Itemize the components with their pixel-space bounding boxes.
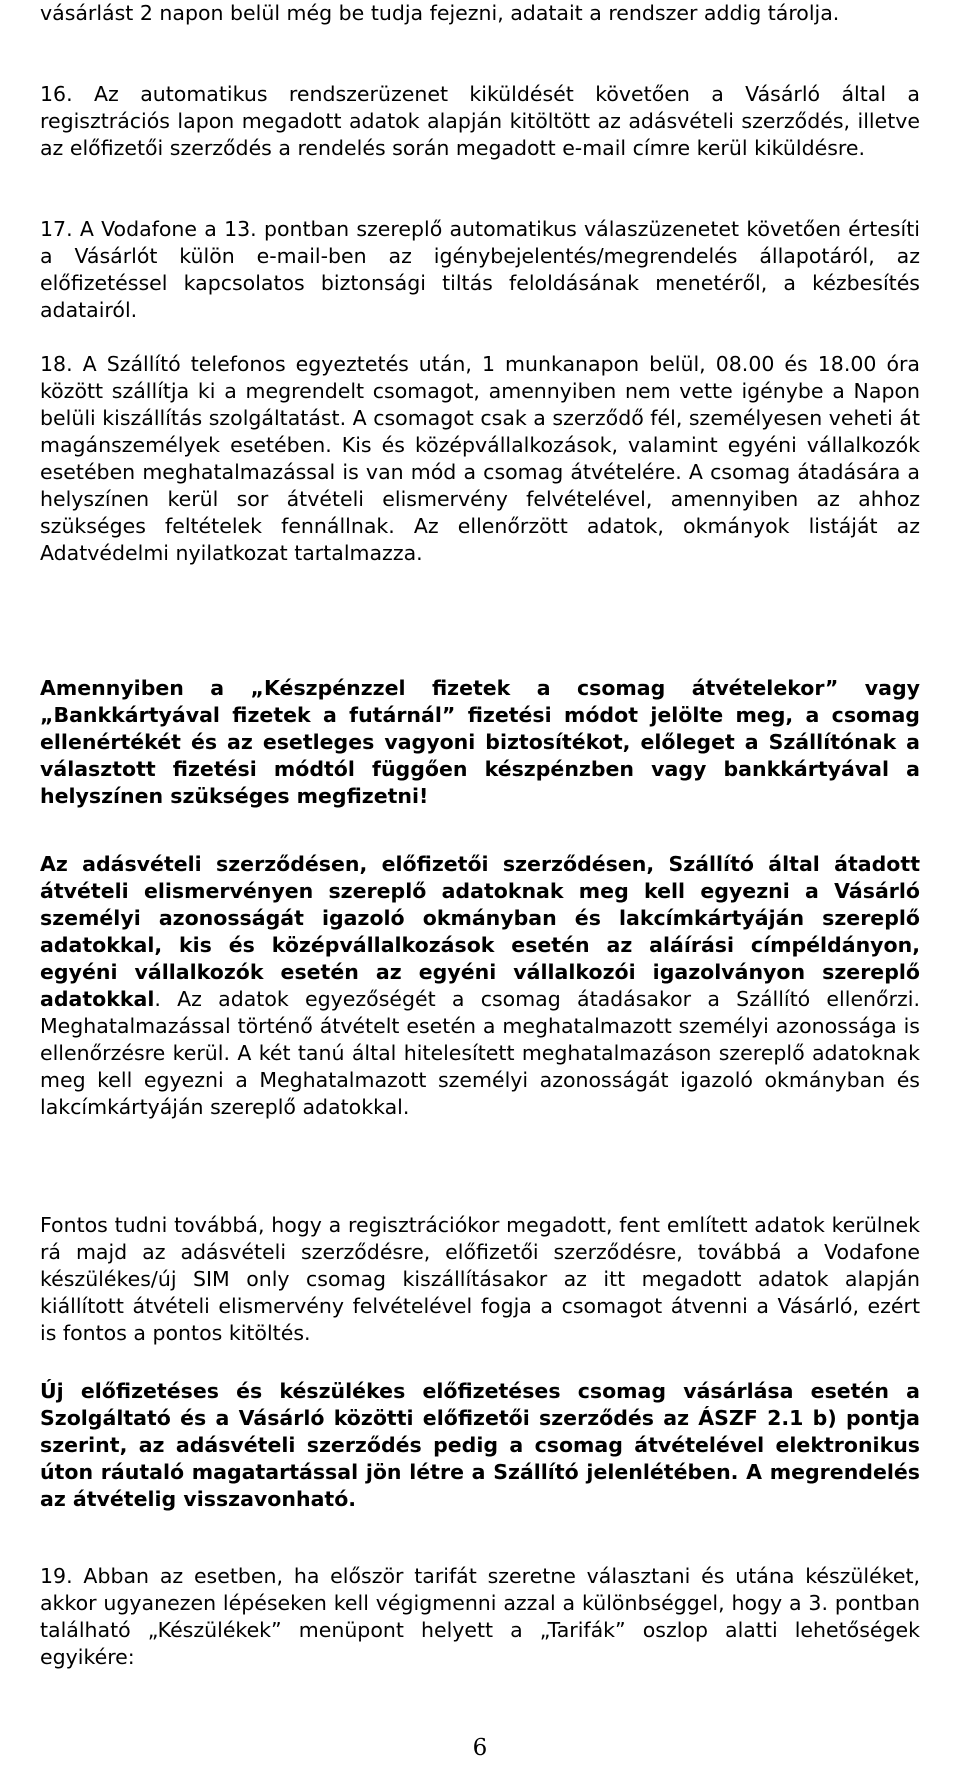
contract-notice-bold: Új előfizetéses és készülékes előfizetéses csomag vásárlása esetén a Szolgáltató és a Vásárló közötti előfizetői szerződés az ÁSZF 2.1 b) pontja szerint, az adásvételi szerződés pedig a csomag átvételével elektronikus úton ráutaló magatartással jön létre a Szállító jelenlétében. A megrendelés az átvételig visszavonható. xyxy=(40,1379,920,1511)
list-number: 16. xyxy=(40,82,73,106)
list-text: A Vodafone a 13. pontban szereplő automatikus válaszüzenetet követően értesíti a Vásárlót külön e-mail-ben az igénybejelentés/megrendelés állapotáról, az előfizetéssel kapcsolatos biztonsági tiltás feloldásának menetéről, a kézbesítés adatairól. xyxy=(40,217,920,322)
page-number: 6 xyxy=(472,1735,488,1761)
data-match-paragraph xyxy=(40,851,920,1121)
registration-paragraph: Fontos tudni továbbá, hogy a regisztrációkor megadott, fent említett adatok kerülnek rá majd az adásvételi szerződésre, előfizetői szerződésre, továbbá a Vodafone készülékes/új SIM only csomag kiszállításakor az itt megadott adatok alapján kiállított átvételi elismervény felvételével fogja a csomagot átvenni a Vásárló, ezért is fontos a pontos kitöltés. xyxy=(40,1213,920,1345)
list-number: 18. xyxy=(40,352,73,376)
data-match-bold: Az adásvételi szerződésen, előfizetői szerződésen, Szállító által átadott átvételi elismervényen szereplő adatoknak meg kell egyezni a Vásárló személyi azonosságát igazoló okmányban és lakcímkártyáján szereplő adatokkal, kis és középvállalkozások esetén az aláírási címpéldányon, egyéni vállalkozók esetén az egyéni vállalkozói igazolványon szereplő adatokkal xyxy=(40,852,920,1011)
list-item-16 xyxy=(40,81,920,162)
intro-paragraph: vásárlást 2 napon belül még be tudja fejezni, adatait a rendszer addig tárolja. xyxy=(40,1,840,25)
data-match-normal: . Az adatok egyezőségét a csomag átadásakor a Szállító ellenőrzi. Meghatalmazással történő átvételt esetén a meghatalmazott személyi azonossága is ellenőrzésre kerül. A két tanú által hitelesített meghatalmazáson szereplő adatoknak meg kell egyezni a Meghatalmazott személyi azonosságát igazoló okmányban és lakcímkártyáján szereplő adatokkal. xyxy=(40,987,920,1119)
list-number: 19. xyxy=(40,1564,73,1588)
list-item-18 xyxy=(40,351,920,567)
list-text: A Szállító telefonos egyeztetés után, 1 munkanapon belül, 08.00 és 18.00 óra között szállítja ki a megrendelt csomagot, amennyiben nem vette igénybe a Napon belüli kiszállítás szolgáltatást. A csomagot csak a szerződő fél, személyesen veheti át magánszemélyek esetében. Kis és középvállalkozások, valamint egyéni vállalkozók esetében meghatalmazással is van mód a csomag átvételére. A csomag átadására a helyszínen kerül sor átvételi elismervény felvételével, amennyiben az ahhoz szükséges feltételek fennállnak. Az ellenőrzött adatok, okmányok listáját az Adatvédelmi nyilatkozat tartalmazza. xyxy=(40,352,920,565)
document-page xyxy=(40,0,920,1767)
payment-notice-bold: Amennyiben a „Készpénzzel fizetek a csomag átvételekor” vagy „Bankkártyával fizetek a futárnál” fizetési módot jelölte meg, a csomag ellenértékét és az esetleges vagyoni biztosítékot, előleget a Szállítónak a választott fizetési módtól függően készpénzben vagy bankkártyával a helyszínen szükséges megfizetni! xyxy=(40,676,920,808)
list-text: Abban az esetben, ha először tarifát szeretne választani és utána készüléket, akkor ugyanezen lépéseken kell végigmenni azzal a különbséggel, hogy a 3. pontban található „Készülékek” menüpont helyett a „Tarifák” oszlop alatti lehetőségek egyikére: xyxy=(40,1564,920,1669)
list-item-17 xyxy=(40,216,920,324)
list-number: 17. xyxy=(40,217,73,241)
list-text: Az automatikus rendszerüzenet kiküldését követően a Vásárló által a regisztrációs lapon megadott adatok alapján kitöltött az adásvételi szerződés, illetve az előfizetői szerződés a rendelés során megadott e-mail címre kerül kiküldésre. xyxy=(40,82,920,160)
list-item-19 xyxy=(40,1563,920,1671)
